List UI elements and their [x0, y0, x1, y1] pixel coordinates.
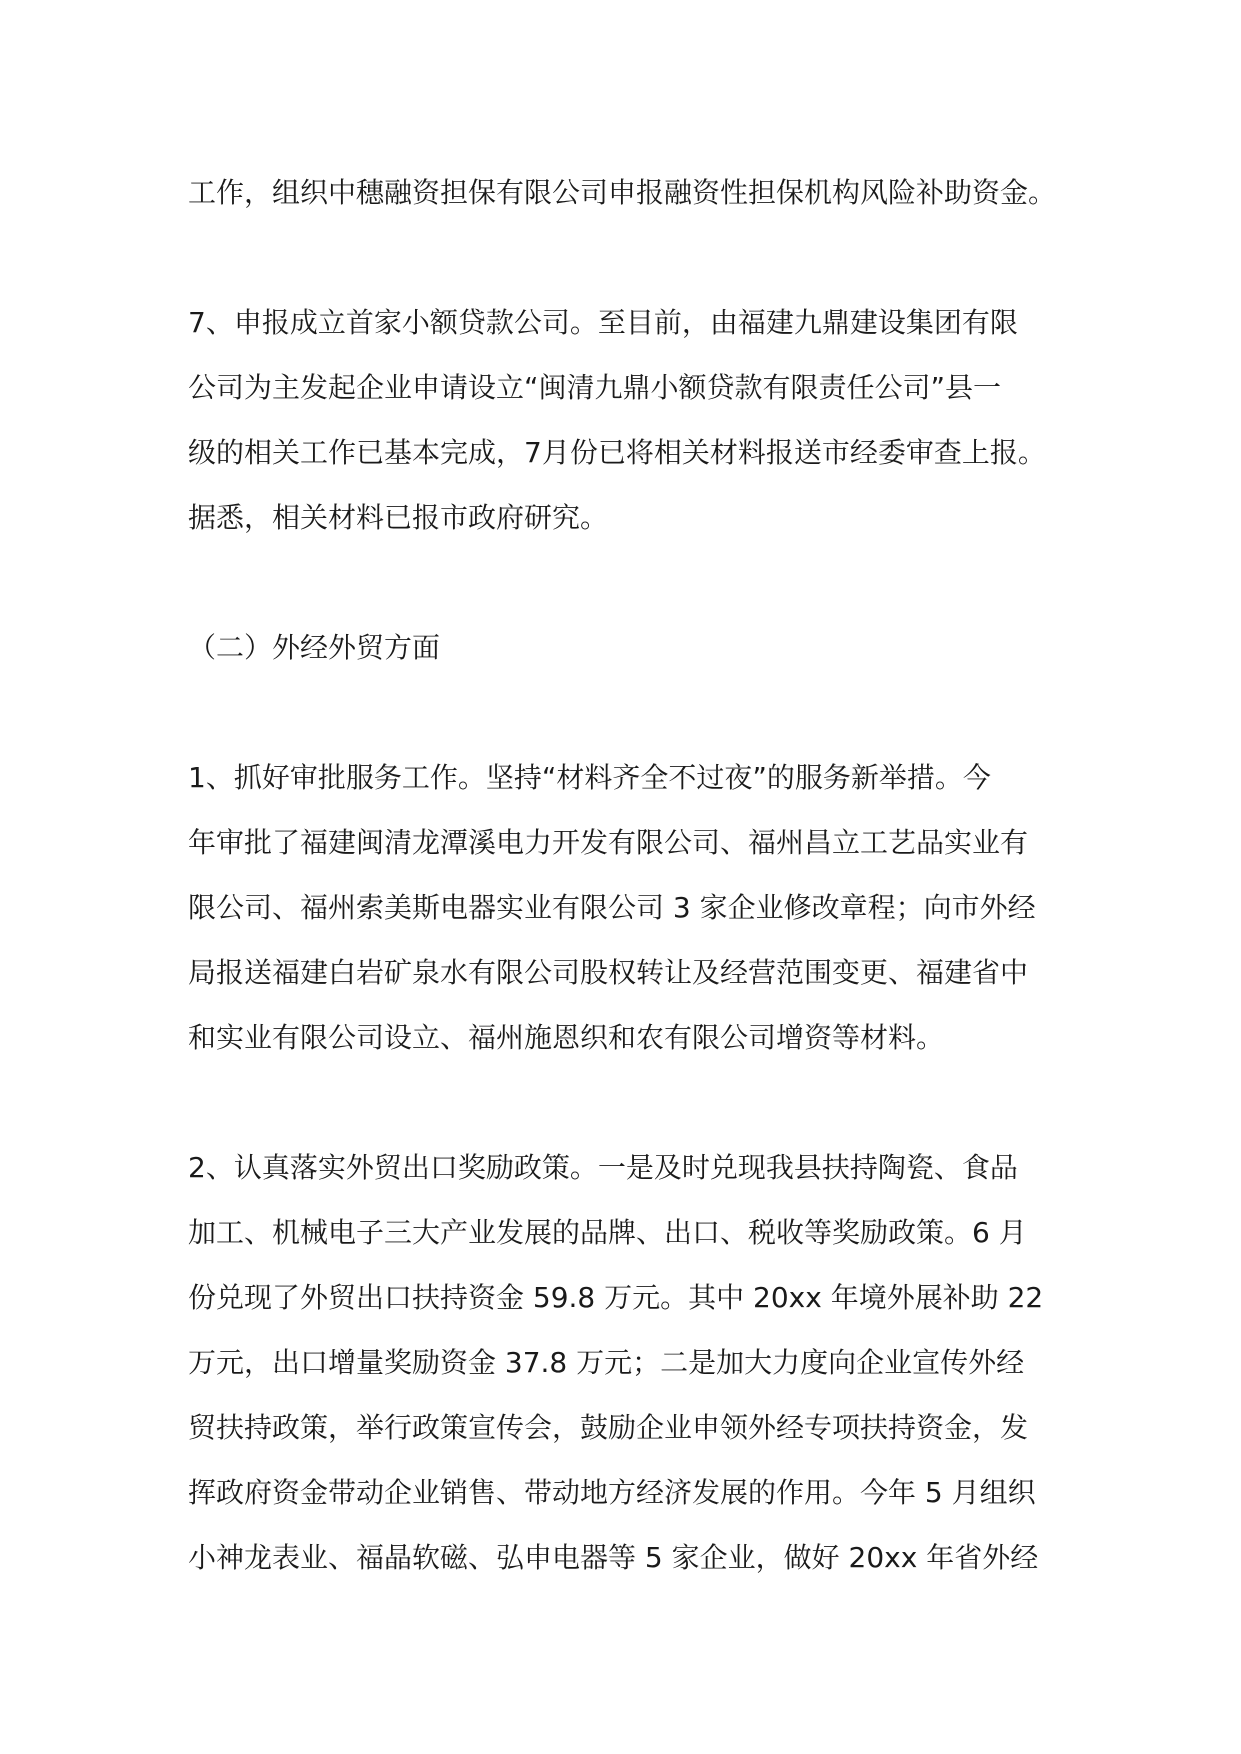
text-line: 份兑现了外贸出口扶持资金 59.8 万元。其中 20xx 年境外展补助 22 [188, 1281, 1044, 1314]
text-line: 7、申报成立首家小额贷款公司。至目前，由福建九鼎建设集团有限 [188, 306, 1018, 339]
text-line: 公司为主发起企业申请设立“闽清九鼎小额贷款有限责任公司”县一 [188, 371, 1002, 404]
text-line: 限公司、福州索美斯电器实业有限公司 3 家企业修改章程；向市外经 [188, 891, 1036, 924]
paragraph-item-2-export-incentives [188, 1135, 1068, 1590]
text-line: 年审批了福建闽清龙潭溪电力开发有限公司、福州昌立工艺品实业有 [188, 826, 1029, 859]
text-line: 贸扶持政策，举行政策宣传会，鼓励企业申领外经专项扶持资金，发 [188, 1411, 1029, 1444]
text-line: 万元，出口增量奖励资金 37.8 万元；二是加大力度向企业宣传外经 [188, 1346, 1025, 1379]
text-line: 局报送福建白岩矿泉水有限公司股权转让及经营范围变更、福建省中 [188, 956, 1029, 989]
text-line: 1、抓好审批服务工作。坚持“材料齐全不过夜”的服务新举措。今 [188, 761, 991, 794]
text-line: 工作，组织中穗融资担保有限公司申报融资性担保机构风险补助资金。 [188, 176, 1057, 209]
paragraph-item-7-microcredit [188, 290, 1068, 550]
document-body [188, 160, 1068, 1655]
text-line: 和实业有限公司设立、福州施恩织和农有限公司增资等材料。 [188, 1021, 945, 1054]
text-line: 2、认真落实外贸出口奖励政策。一是及时兑现我县扶持陶瓷、食品 [188, 1151, 1018, 1184]
heading-line: （二）外经外贸方面 [188, 631, 441, 664]
text-line: 加工、机械电子三大产业发展的品牌、出口、税收等奖励政策。6 月 [188, 1216, 1027, 1249]
text-line: 级的相关工作已基本完成，7月份已将相关材料报送市经委审查上报。 [188, 436, 1046, 469]
section-heading-foreign-trade [188, 615, 1068, 680]
text-line: 挥政府资金带动企业销售、带动地方经济发展的作用。今年 5 月组织 [188, 1476, 1036, 1509]
text-line: 据悉，相关材料已报市政府研究。 [188, 501, 609, 534]
paragraph-item-1-approval [188, 745, 1068, 1070]
paragraph-guarantee-continuation [188, 160, 1068, 225]
text-line: 小神龙表业、福晶软磁、弘申电器等 5 家企业，做好 20xx 年省外经 [188, 1541, 1039, 1574]
